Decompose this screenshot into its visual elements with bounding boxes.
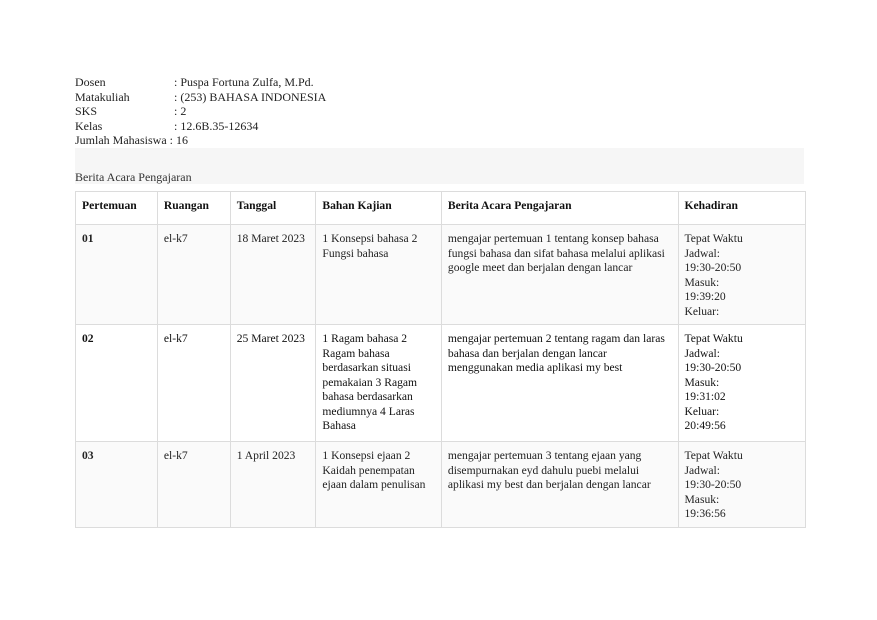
meta-label: Kelas bbox=[75, 118, 103, 133]
cell-berita-acara: mengajar pertemuan 3 tentang ejaan yang disempurnakan eyd dahulu puebi melalui aplikasi my best dan berjalan dengan lancar bbox=[441, 442, 678, 528]
kehadiran-line: 19:30-20:50 bbox=[684, 261, 742, 274]
meta-value: : 16 bbox=[169, 133, 188, 148]
table-row bbox=[76, 225, 806, 325]
kehadiran-line: 19:39:20 bbox=[684, 290, 726, 303]
kehadiran-line: Tepat Waktu bbox=[684, 232, 743, 245]
kehadiran-line: Jadwal: bbox=[684, 346, 720, 360]
cell-bahan-kajian: 1 Ragam bahasa 2 Ragam bahasa berdasarkan situasi pemakaian 3 Ragam bahasa berdasarkan mediumnya 4 Laras Bahasa bbox=[316, 325, 441, 442]
cell-berita-acara: mengajar pertemuan 1 tentang konsep bahasa fungsi bahasa dan sifat bahasa melalui aplikasi google meet dan berjalan dengan lancar bbox=[441, 225, 678, 325]
section-title: Berita Acara Pengajaran bbox=[75, 170, 192, 184]
kehadiran-line: Keluar: bbox=[684, 404, 720, 418]
cell-tanggal: 25 Maret 2023 bbox=[230, 325, 316, 442]
col-header-pertemuan: Pertemuan bbox=[76, 192, 158, 225]
table-row bbox=[76, 325, 806, 442]
kehadiran-line: Jadwal: bbox=[684, 246, 720, 260]
cell-pertemuan: 01 bbox=[76, 225, 158, 325]
kehadiran-line: 19:30-20:50 bbox=[684, 478, 742, 491]
table-row bbox=[76, 442, 806, 528]
col-header-berita-acara: Berita Acara Pengajaran bbox=[441, 192, 678, 225]
col-header-kehadiran: Kehadiran bbox=[678, 192, 806, 225]
cell-bahan-kajian: 1 Konsepsi bahasa 2 Fungsi bahasa bbox=[316, 225, 441, 325]
meta-dosen bbox=[75, 75, 326, 90]
cell-kehadiran bbox=[678, 325, 806, 442]
cell-kehadiran bbox=[678, 225, 806, 325]
table-header-row bbox=[76, 192, 806, 225]
meta-kelas bbox=[75, 119, 326, 134]
kehadiran-line: Masuk: bbox=[684, 492, 720, 506]
kehadiran-line: Masuk: bbox=[684, 275, 720, 289]
cell-tanggal: 18 Maret 2023 bbox=[230, 225, 316, 325]
meta-label: Jumlah Mahasiswa bbox=[75, 133, 167, 148]
kehadiran-line: 19:36:56 bbox=[684, 507, 726, 520]
cell-pertemuan: 03 bbox=[76, 442, 158, 528]
meta-value: : (253) BAHASA INDONESIA bbox=[174, 89, 327, 104]
cell-pertemuan: 02 bbox=[76, 325, 158, 442]
col-header-tanggal: Tanggal bbox=[230, 192, 316, 225]
meta-label: Matakuliah bbox=[75, 89, 130, 104]
kehadiran-line: 20:49:56 bbox=[684, 419, 726, 432]
cell-kehadiran bbox=[678, 442, 806, 528]
meta-value: : Puspa Fortuna Zulfa, M.Pd. bbox=[174, 75, 314, 89]
attendance-table bbox=[75, 191, 806, 528]
meta-jumlah-mahasiswa bbox=[75, 133, 326, 148]
kehadiran-line: Keluar: bbox=[684, 304, 720, 318]
meta-label: Dosen bbox=[75, 75, 106, 89]
cell-ruangan: el-k7 bbox=[157, 225, 230, 325]
cell-tanggal: 1 April 2023 bbox=[230, 442, 316, 528]
col-header-bahan-kajian: Bahan Kajian bbox=[316, 192, 441, 225]
kehadiran-line: Tepat Waktu bbox=[684, 449, 743, 462]
cell-ruangan: el-k7 bbox=[157, 325, 230, 442]
cell-berita-acara: mengajar pertemuan 2 tentang ragam dan laras bahasa dan berjalan dengan lancar menggunakan media aplikasi my best bbox=[441, 325, 678, 442]
kehadiran-line: Masuk: bbox=[684, 375, 720, 389]
meta-value: : 12.6B.35-12634 bbox=[174, 118, 259, 133]
meta-value: : 2 bbox=[174, 104, 187, 119]
kehadiran-line: Tepat Waktu bbox=[684, 332, 743, 345]
meta-sks bbox=[75, 104, 326, 119]
course-info bbox=[75, 75, 326, 148]
cell-ruangan: el-k7 bbox=[157, 442, 230, 528]
kehadiran-line: 19:30-20:50 bbox=[684, 361, 742, 374]
meta-matakuliah bbox=[75, 90, 326, 105]
cell-bahan-kajian: 1 Konsepsi ejaan 2 Kaidah penempatan ejaan dalam penulisan bbox=[316, 442, 441, 528]
kehadiran-line: 19:31:02 bbox=[684, 390, 726, 403]
meta-label: SKS bbox=[75, 104, 98, 119]
col-header-ruangan: Ruangan bbox=[157, 192, 230, 225]
kehadiran-line: Jadwal: bbox=[684, 463, 720, 477]
